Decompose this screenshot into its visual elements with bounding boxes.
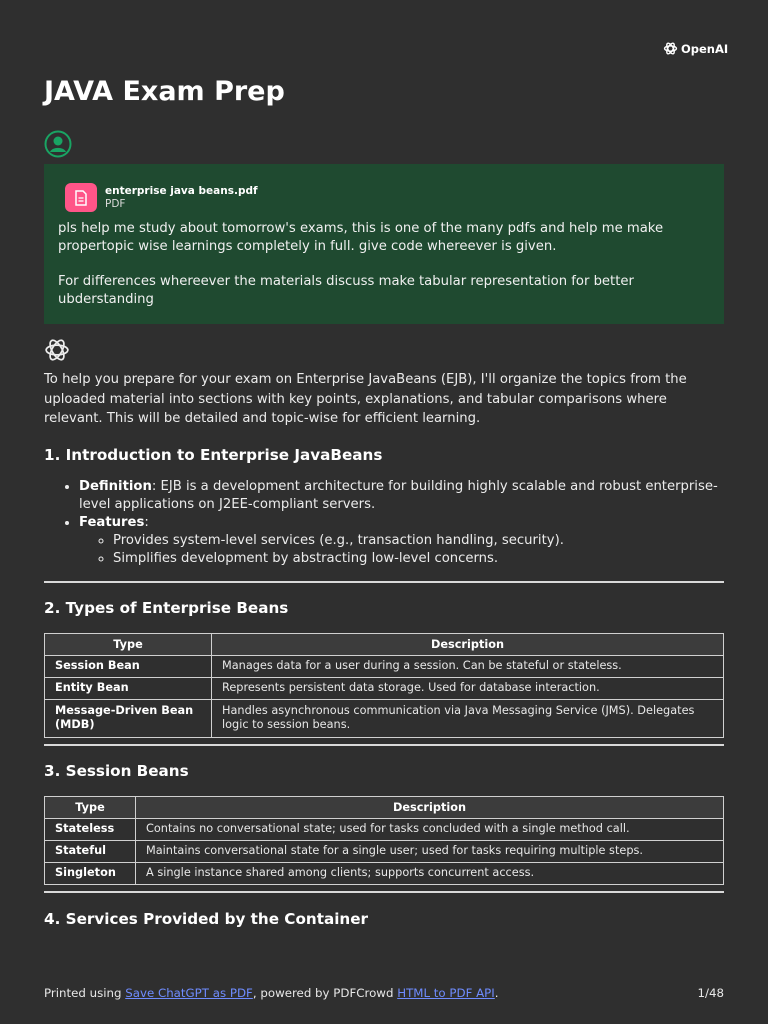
section-heading: 4. Services Provided by the Container [44,909,369,928]
table-cell: Represents persistent data storage. Used for database interaction. [212,677,724,699]
divider [44,581,724,583]
assistant-answer [44,370,724,928]
footer-prefix: Printed using [44,986,126,1000]
html-to-pdf-link[interactable]: HTML to PDF API [397,986,495,1000]
list-item: ◦ Provides system-level services (e.g., transaction handling, security). [113,532,724,550]
features-list [79,532,724,568]
section-heading: 2. Types of Enterprise Beans [44,598,289,617]
openai-brand [663,41,728,56]
divider [44,891,724,893]
user-message [44,164,724,324]
table-cell: Stateless [45,818,136,840]
column-header: Description [136,796,724,818]
section-heading: 1. Introduction to Enterprise JavaBeans [44,445,383,464]
table-cell: Contains no conversational state; used for tasks concluded with a single method call. [136,818,724,840]
definition-label: Definition [79,478,152,494]
list-item: ◦ Simplifies development by abstracting low-level concerns. [113,550,724,568]
list-item [79,478,724,514]
file-attachment[interactable] [65,183,708,212]
table-cell: A single instance shared among clients; supports concurrent access. [136,862,724,884]
file-type: PDF [105,198,126,210]
bean-types-table [44,633,724,738]
table-cell: Stateful [45,840,136,862]
divider [44,744,724,746]
column-header: Description [212,633,724,655]
table-cell: Singleton [45,862,136,884]
table-row [45,818,724,840]
footer-suffix: . [494,986,499,1000]
features-label: Features [79,514,145,530]
table-cell: Manages data for a user during a session. Can be stateful or stateless. [212,655,724,677]
file-name: enterprise java beans.pdf [105,185,258,197]
save-chatgpt-link[interactable]: Save ChatGPT as PDF [125,986,253,1000]
table-row [45,840,724,862]
table-row [45,862,724,884]
list-item [79,514,724,568]
table-row [45,699,724,737]
footer-text [44,986,499,1000]
footer-middle: , powered by PDFCrowd [252,986,398,1000]
table-header-row [45,633,724,655]
user-avatar-icon [44,130,72,162]
session-beans-table [44,796,724,885]
page-title: JAVA Exam Prep [44,76,285,107]
definition-text: : EJB is a development architecture for building highly scalable and robust enterprise-level applications on J2EE-compliant servers. [79,478,718,512]
table-cell: Maintains conversational state for a single user; used for tasks requiring multiple steps. [136,840,724,862]
page-number: 1/48 [697,986,724,1000]
column-header: Type [45,633,212,655]
definition-list [44,478,724,568]
table-cell: Message-Driven Bean (MDB) [45,699,212,737]
table-header-row [45,796,724,818]
user-message-paragraph: For differences whereever the materials discuss make tabular representation for better ubderstanding [58,274,634,307]
table-row [45,677,724,699]
features-colon: : [144,514,149,530]
openai-logo-icon [663,41,678,56]
answer-intro: To help you prepare for your exam on Enterprise JavaBeans (EJB), I'll organize the topics from the uploaded material into sections with key points, explanations, and tabular comparisons where relevant. This will be detailed and topic-wise for efficient learning. [44,372,687,426]
chatgpt-avatar-icon [44,337,70,367]
table-cell: Handles asynchronous communication via Java Messaging Service (JMS). Delegates logic to session beans. [212,699,724,737]
table-cell: Session Bean [45,655,212,677]
user-message-paragraph: pls help me study about tomorrow's exams, this is one of the many pdfs and help me make propertopic wise learnings completely in full. give code whereever is given. [58,221,664,254]
document-icon [65,183,97,212]
column-header: Type [45,796,136,818]
table-cell: Entity Bean [45,677,212,699]
section-heading: 3. Session Beans [44,761,189,780]
table-row [45,655,724,677]
print-footer [44,986,724,1000]
brand-name: OpenAI [681,41,729,56]
